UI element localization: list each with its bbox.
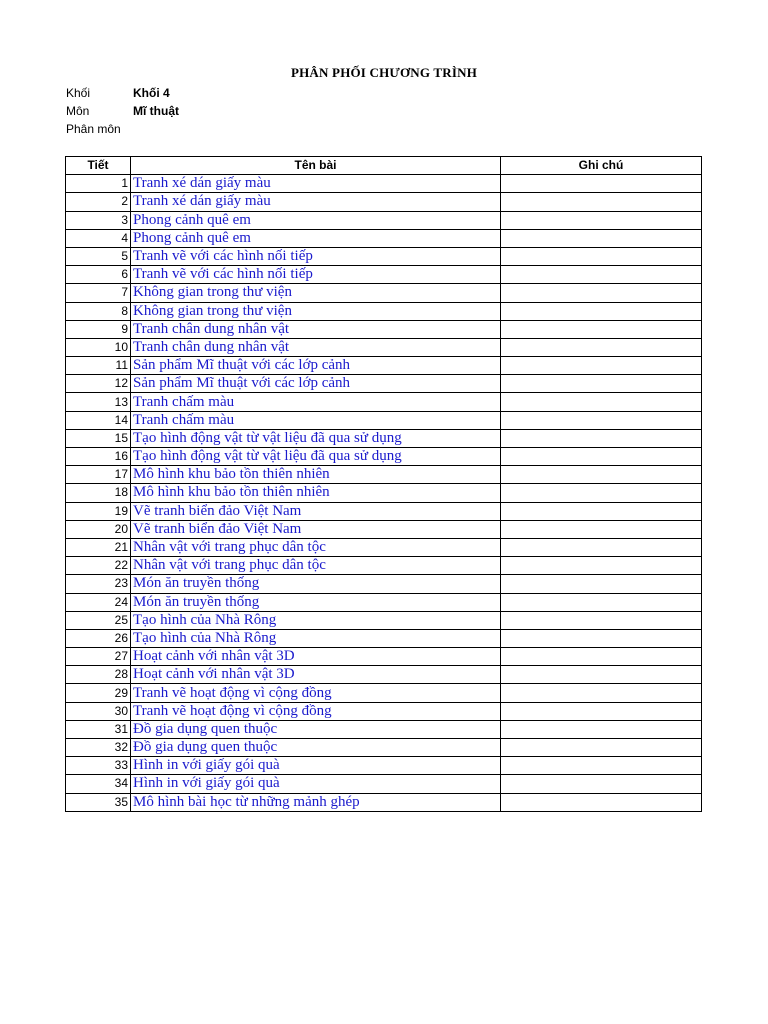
lesson-title: Mô hình khu bảo tồn thiên nhiên xyxy=(131,466,501,484)
table-row xyxy=(66,302,702,320)
lesson-title: Hoạt cảnh với nhân vật 3D xyxy=(131,648,501,666)
lesson-note xyxy=(501,575,702,593)
lesson-title: Nhân vật với trang phục dân tộc xyxy=(131,557,501,575)
lesson-title: Tranh vẽ với các hình nối tiếp xyxy=(131,247,501,265)
lesson-title: Tranh chấm màu xyxy=(131,411,501,429)
lesson-note xyxy=(501,720,702,738)
lesson-title: Tạo hình của Nhà Rông xyxy=(131,629,501,647)
lesson-number: 25 xyxy=(66,611,131,629)
lesson-note xyxy=(501,466,702,484)
mon-label: Môn xyxy=(66,104,90,118)
lesson-number: 15 xyxy=(66,429,131,447)
lesson-number: 33 xyxy=(66,757,131,775)
lesson-number: 10 xyxy=(66,338,131,356)
lesson-number: 17 xyxy=(66,466,131,484)
lesson-title: Tranh chân dung nhân vật xyxy=(131,338,501,356)
lesson-note xyxy=(501,484,702,502)
table-row xyxy=(66,629,702,647)
table-row xyxy=(66,702,702,720)
lesson-number: 21 xyxy=(66,538,131,556)
lesson-title: Không gian trong thư viện xyxy=(131,284,501,302)
lesson-number: 19 xyxy=(66,502,131,520)
lesson-note xyxy=(501,229,702,247)
table-row xyxy=(66,266,702,284)
lesson-number: 16 xyxy=(66,448,131,466)
lesson-title: Mô hình khu bảo tồn thiên nhiên xyxy=(131,484,501,502)
lesson-number: 2 xyxy=(66,193,131,211)
lesson-note xyxy=(501,593,702,611)
lesson-title: Tranh vẽ hoạt động vì cộng đồng xyxy=(131,702,501,720)
lesson-title: Phong cảnh quê em xyxy=(131,229,501,247)
lesson-note xyxy=(501,739,702,757)
table-row xyxy=(66,557,702,575)
table-row xyxy=(66,775,702,793)
lesson-number: 8 xyxy=(66,302,131,320)
lesson-title: Tạo hình động vật từ vật liệu đã qua sử dụng xyxy=(131,448,501,466)
table-row xyxy=(66,720,702,738)
table-row xyxy=(66,648,702,666)
header-ten-bai: Tên bài xyxy=(131,157,501,175)
lesson-number: 24 xyxy=(66,593,131,611)
lesson-note xyxy=(501,302,702,320)
lesson-note xyxy=(501,520,702,538)
lesson-number: 30 xyxy=(66,702,131,720)
lesson-number: 13 xyxy=(66,393,131,411)
lesson-note xyxy=(501,448,702,466)
lesson-note xyxy=(501,320,702,338)
lesson-title: Vẽ tranh biển đảo Việt Nam xyxy=(131,502,501,520)
lesson-number: 3 xyxy=(66,211,131,229)
table-row xyxy=(66,666,702,684)
lesson-number: 11 xyxy=(66,357,131,375)
lesson-number: 4 xyxy=(66,229,131,247)
lesson-title: Tranh xé dán giấy màu xyxy=(131,175,501,193)
lesson-title: Không gian trong thư viện xyxy=(131,302,501,320)
header-tiet: Tiết xyxy=(66,157,131,175)
document-title: PHÂN PHỐI CHƯƠNG TRÌNH xyxy=(290,65,478,80)
khoi-value: Khối 4 xyxy=(133,86,170,100)
phan-mon-label: Phân môn xyxy=(66,122,121,136)
lesson-title: Đồ gia dụng quen thuộc xyxy=(131,739,501,757)
lesson-title: Tạo hình của Nhà Rông xyxy=(131,611,501,629)
lesson-title: Hình in với giấy gói quà xyxy=(131,775,501,793)
lesson-note xyxy=(501,684,702,702)
table-row xyxy=(66,284,702,302)
lesson-number: 14 xyxy=(66,411,131,429)
lesson-title: Sản phẩm Mĩ thuật với các lớp cảnh xyxy=(131,357,501,375)
table-row xyxy=(66,193,702,211)
lesson-note xyxy=(501,411,702,429)
table-row xyxy=(66,338,702,356)
table-row xyxy=(66,575,702,593)
lesson-title: Tranh xé dán giấy màu xyxy=(131,193,501,211)
lesson-number: 9 xyxy=(66,320,131,338)
table-row xyxy=(66,739,702,757)
lesson-note xyxy=(501,538,702,556)
table-header-row xyxy=(66,157,702,175)
lesson-note xyxy=(501,757,702,775)
table-row xyxy=(66,757,702,775)
lesson-number: 29 xyxy=(66,684,131,702)
lesson-note xyxy=(501,702,702,720)
lesson-note xyxy=(501,284,702,302)
lesson-number: 6 xyxy=(66,266,131,284)
lesson-title: Tranh vẽ hoạt động vì cộng đồng xyxy=(131,684,501,702)
lesson-title: Vẽ tranh biển đảo Việt Nam xyxy=(131,520,501,538)
lesson-note xyxy=(501,611,702,629)
lesson-title: Nhân vật với trang phục dân tộc xyxy=(131,538,501,556)
table-row xyxy=(66,538,702,556)
lesson-number: 7 xyxy=(66,284,131,302)
lesson-title: Đồ gia dụng quen thuộc xyxy=(131,720,501,738)
lesson-title: Tạo hình động vật từ vật liệu đã qua sử dụng xyxy=(131,429,501,447)
table-row xyxy=(66,229,702,247)
table-row xyxy=(66,429,702,447)
lesson-number: 35 xyxy=(66,793,131,811)
table-row xyxy=(66,793,702,811)
lesson-number: 34 xyxy=(66,775,131,793)
lesson-title: Tranh chân dung nhân vật xyxy=(131,320,501,338)
lesson-number: 1 xyxy=(66,175,131,193)
lesson-note xyxy=(501,175,702,193)
lesson-note xyxy=(501,775,702,793)
lesson-note xyxy=(501,502,702,520)
lesson-title: Hoạt cảnh với nhân vật 3D xyxy=(131,666,501,684)
lesson-note xyxy=(501,193,702,211)
table-row xyxy=(66,357,702,375)
lesson-table xyxy=(65,156,702,812)
lesson-number: 20 xyxy=(66,520,131,538)
lesson-note xyxy=(501,793,702,811)
lesson-note xyxy=(501,357,702,375)
lesson-note xyxy=(501,429,702,447)
table-row xyxy=(66,411,702,429)
lesson-title: Hình in với giấy gói quà xyxy=(131,757,501,775)
table-row xyxy=(66,448,702,466)
table-row xyxy=(66,211,702,229)
table-row xyxy=(66,611,702,629)
table-row xyxy=(66,684,702,702)
lesson-title: Sản phẩm Mĩ thuật với các lớp cảnh xyxy=(131,375,501,393)
lesson-note xyxy=(501,266,702,284)
lesson-number: 31 xyxy=(66,720,131,738)
lesson-number: 27 xyxy=(66,648,131,666)
lesson-number: 26 xyxy=(66,629,131,647)
lesson-note xyxy=(501,393,702,411)
lesson-number: 12 xyxy=(66,375,131,393)
table-row xyxy=(66,393,702,411)
lesson-title: Tranh chấm màu xyxy=(131,393,501,411)
lesson-note xyxy=(501,247,702,265)
table-row xyxy=(66,175,702,193)
lesson-title: Mô hình bài học từ những mảnh ghép xyxy=(131,793,501,811)
table-row xyxy=(66,466,702,484)
lesson-note xyxy=(501,557,702,575)
lesson-note xyxy=(501,629,702,647)
lesson-number: 5 xyxy=(66,247,131,265)
table-row xyxy=(66,320,702,338)
mon-value: Mĩ thuật xyxy=(133,104,179,118)
lesson-number: 18 xyxy=(66,484,131,502)
header-ghi-chu: Ghi chú xyxy=(501,157,702,175)
table-row xyxy=(66,247,702,265)
table-row xyxy=(66,593,702,611)
lesson-number: 22 xyxy=(66,557,131,575)
lesson-title: Món ăn truyền thống xyxy=(131,575,501,593)
table-row xyxy=(66,375,702,393)
lesson-number: 23 xyxy=(66,575,131,593)
lesson-note xyxy=(501,211,702,229)
lesson-note xyxy=(501,375,702,393)
table-row xyxy=(66,520,702,538)
lesson-note xyxy=(501,648,702,666)
lesson-note xyxy=(501,338,702,356)
table-row xyxy=(66,502,702,520)
lesson-title: Tranh vẽ với các hình nối tiếp xyxy=(131,266,501,284)
lesson-number: 32 xyxy=(66,739,131,757)
table-row xyxy=(66,484,702,502)
lesson-title: Phong cảnh quê em xyxy=(131,211,501,229)
lesson-table-body xyxy=(66,175,702,812)
khoi-label: Khối xyxy=(66,86,91,100)
lesson-title: Món ăn truyền thống xyxy=(131,593,501,611)
lesson-number: 28 xyxy=(66,666,131,684)
lesson-note xyxy=(501,666,702,684)
